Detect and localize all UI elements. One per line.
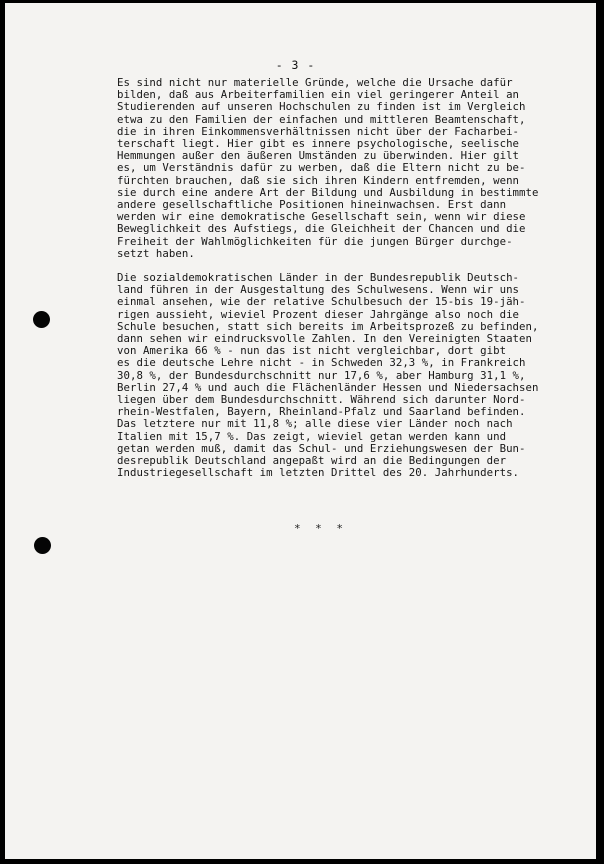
text-line: Italien mit 15,7 %. Das zeigt, wieviel getan werden kann und [117, 429, 507, 443]
text-line: setzt haben. [117, 246, 195, 260]
text-line: 30,8 %, der Bundesdurchschnitt nur 17,6 %, aber Hamburg 31,1 %, [117, 368, 526, 382]
text-line: werden wir eine demokratische Gesellschaft sein, wenn wir diese [117, 210, 526, 224]
text-line: rigen aussieht, wieviel Prozent dieser Jahrgänge also noch die [117, 307, 520, 321]
text-line: die in ihren Einkommensverhältnissen nicht über der Facharbei- [117, 124, 520, 138]
text-line: etwa zu den Familien der einfachen und mittleren Beamtenschaft, [117, 112, 526, 126]
text-line: sie durch eine andere Art der Bildung und Ausbildung in bestimmte [117, 185, 539, 199]
text-line: bilden, daß aus Arbeiterfamilien ein viel geringerer Anteil an [117, 88, 520, 102]
punch-hole-lower [34, 537, 51, 554]
text-line: rhein-Westfalen, Bayern, Rheinland-Pfalz und Saarland befinden. [117, 405, 526, 419]
text-line: Beweglichkeit des Aufstiegs, die Gleichheit der Chancen und die [117, 222, 526, 236]
page-number: - 3 - [275, 58, 316, 72]
text-line: es, um Verständnis dafür zu werben, daß die Eltern nicht zu be- [117, 161, 526, 175]
section-separator: * * * [293, 522, 348, 535]
paragraph-social-barriers [117, 77, 539, 260]
text-line: Hemmungen außer den äußeren Umständen zu überwinden. Hier gilt [117, 149, 520, 163]
text-line: von Amerika 66 % - nun das ist nicht vergleichbar, dort gibt [117, 344, 507, 358]
text-line: es die deutsche Lehre nicht - in Schweden 32,3 %, in Frankreich [117, 356, 526, 370]
text-line: land führen in der Ausgestaltung des Schulwesens. Wenn wir uns [117, 283, 520, 297]
text-line: Schule besuchen, statt sich bereits im Arbeitsprozeß zu befinden, [117, 319, 539, 333]
document-page [5, 3, 596, 859]
text-line: Studierenden auf unseren Hochschulen zu finden ist im Vergleich [117, 100, 526, 114]
text-line: dann sehen wir eindrucksvolle Zahlen. In den Vereinigten Staaten [117, 332, 533, 346]
text-line: Das letztere nur mit 11,8 %; alle diese vier Länder noch nach [117, 417, 513, 431]
text-line: liegen über dem Bundesdurchschnitt. Während sich darunter Nord- [117, 393, 526, 407]
text-line: fürchten brauchen, daß sie sich ihren Kindern entfremden, wenn [117, 173, 520, 187]
text-line: andere gesellschaftliche Positionen hineinwachsen. Erst dann [117, 198, 507, 212]
text-line: einmal ansehen, wie der relative Schulbesuch der 15-bis 19-jäh- [117, 295, 526, 309]
text-line: Die sozialdemokratischen Länder in der Bundesrepublik Deutsch- [117, 271, 520, 284]
text-line: Es sind nicht nur materielle Gründe, welche die Ursache dafür [117, 76, 513, 89]
text-line: Freiheit der Wahlmöglichkeiten für die jungen Bürger durchge- [117, 234, 513, 248]
text-line: getan werden muß, damit das Schul- und Erziehungswesen der Bun- [117, 441, 526, 455]
text-line: Industriegesellschaft im letzten Drittel des 20. Jahrhunderts. [117, 466, 520, 480]
text-line: terschaft liegt. Hier gibt es innere psychologische, seelische [117, 137, 520, 151]
punch-hole-upper [33, 311, 50, 328]
paragraph-school-attendance [117, 272, 539, 479]
text-line: Berlin 27,4 % und auch die Flächenländer Hessen und Niedersachsen [117, 380, 539, 394]
text-line: desrepublik Deutschland angepaßt wird an die Bedingungen der [117, 454, 507, 468]
